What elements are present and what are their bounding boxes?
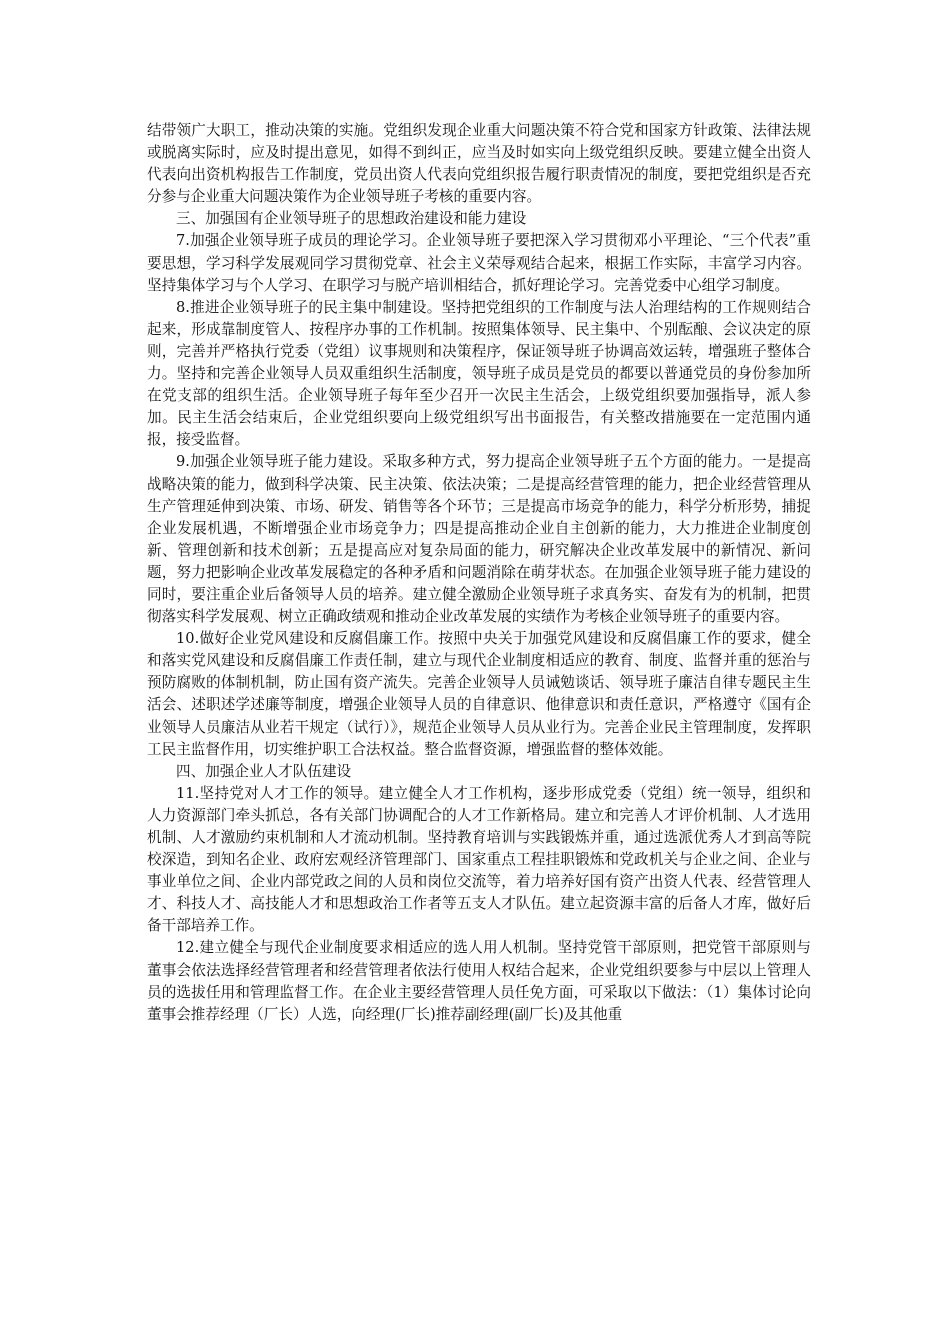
paragraph-10: 10.做好企业党风建设和反腐倡廉工作。按照中央关于加强党风建设和反腐倡廉工作的要求，健全和落实党风建设和反腐倡廉工作责任制，建立与现代企业制度相适应的教育、制度、监督并重的惩治与预防腐败的体制机制，防止国有资产流失。完善企业领导人员诫勉谈话、领导班子廉洁自律专题民主生活会、述职述学述廉等制度，增强企业领导人员的自律意识、他律意识和责任意识，严格遵守《国有企业领导人员廉洁从业若干规定（试行）》，规范企业领导人员从业行为。完善企业民主管理制度，发挥职工民主监督作用，切实维护职工合法权益。整合监督资源，增强监督的整体效能。	[147, 630, 811, 758]
paragraph-12: 12.建立健全与现代企业制度要求相适应的选人用人机制。坚持党管干部原则，把党管干部原则与董事会依法选择经营管理者和经营管理者依法行使用人权结合起来，企业党组织要参与中层以上管理人员的选拔任用和管理监督工作。在企业主要经营管理人员任免方面，可采取以下做法：（1）集体讨论向董事会推荐经理（厂长）人选，向经理(厂长)推荐副经理(副厂长)及其他重	[147, 939, 811, 1023]
paragraph-8: 8.推进企业领导班子的民主集中制建设。坚持把党组织的工作制度与法人治理结构的工作规则结合起来，形成靠制度管人、按程序办事的工作机制。按照集体领导、民主集中、个别酝酿、会议决定的原则，完善并严格执行党委（党组）议事规则和决策程序，保证领导班子协调高效运转，增强班子整体合力。坚持和完善企业领导人员双重组织生活制度，领导班子成员是党员的都要以普通党员的身份参加所在党支部的组织生活。企业领导班子每年至少召开一次民主生活会，上级党组织要加强指导，派人参加。民主生活会结束后，企业党组织要向上级党组织写出书面报告，有关整改措施要在一定范围内通报，接受监督。	[147, 298, 811, 449]
paragraph-11: 11.坚持党对人才工作的领导。建立健全人才工作机构，逐步形成党委（党组）统一领导，组织和人力资源部门牵头抓总，各有关部门协调配合的人才工作新格局。建立和完善人才评价机制、人才选用机制、人才激励约束机制和人才流动机制。坚持教育培训与实践锻炼并重，通过选派优秀人才到高等院校深造，到知名企业、政府宏观经济管理部门、国家重点工程挂职锻炼和党政机关与企业之间、企业与事业单位之间、企业内部党政之间的人员和岗位交流等，着力培养好国有资产出资人代表、经营管理人才、科技人才、高技能人才和思想政治工作者等五支人才队伍。建立起资源丰富的后备人才库，做好后备干部培养工作。	[147, 784, 811, 935]
paragraph-continued: 结带领广大职工，推动决策的实施。党组织发现企业重大问题决策不符合党和国家方针政策、法律法规或脱离实际时，应及时提出意见，如得不到纠正，应当及时如实向上级党组织反映。要建立健全出资人代表向出资机构报告工作制度，党员出资人代表向党组织报告履行职责情况的制度，要把党组织是否充分参与企业重大问题决策作为企业领导班子考核的重要内容。	[147, 122, 811, 206]
section-heading-3: 三、加强国有企业领导班子的思想政治建设和能力建设	[176, 210, 527, 228]
paragraph-9: 9.加强企业领导班子能力建设。采取多种方式，努力提高企业领导班子五个方面的能力。一是提高战略决策的能力，做到科学决策、民主决策、依法决策；二是提高经营管理的能力，把企业经营管理从生产管理延伸到决策、市场、研发、销售等各个环节；三是提高市场竞争的能力，科学分析形势，捕捉企业发展机遇，不断增强企业市场竞争力；四是提高推动企业自主创新的能力，大力推进企业制度创新、管理创新和技术创新；五是提高应对复杂局面的能力，研究解决企业改革发展中的新情况、新问题，努力把影响企业改革发展稳定的各种矛盾和问题消除在萌芽状态。在加强企业领导班子能力建设的同时，要注重企业后备领导人员的培养。建立健全激励企业领导班子求真务实、奋发有为的机制，把贯彻落实科学发展观、树立正确政绩观和推动企业改革发展的实绩作为考核企业领导班子的重要内容。	[147, 453, 811, 626]
paragraph-7: 7.加强企业领导班子成员的理论学习。企业领导班子要把深入学习贯彻邓小平理论、“三个代表”重要思想，学习科学发展观同学习贯彻党章、社会主义荣辱观结合起来，根据工作实际，丰富学习内容。坚持集体学习与个人学习、在职学习与脱产培训相结合，抓好理论学习。完善党委中心组学习制度。	[147, 232, 811, 294]
document-body	[147, 120, 811, 1026]
section-heading-4: 四、加强企业人才队伍建设	[176, 762, 352, 780]
